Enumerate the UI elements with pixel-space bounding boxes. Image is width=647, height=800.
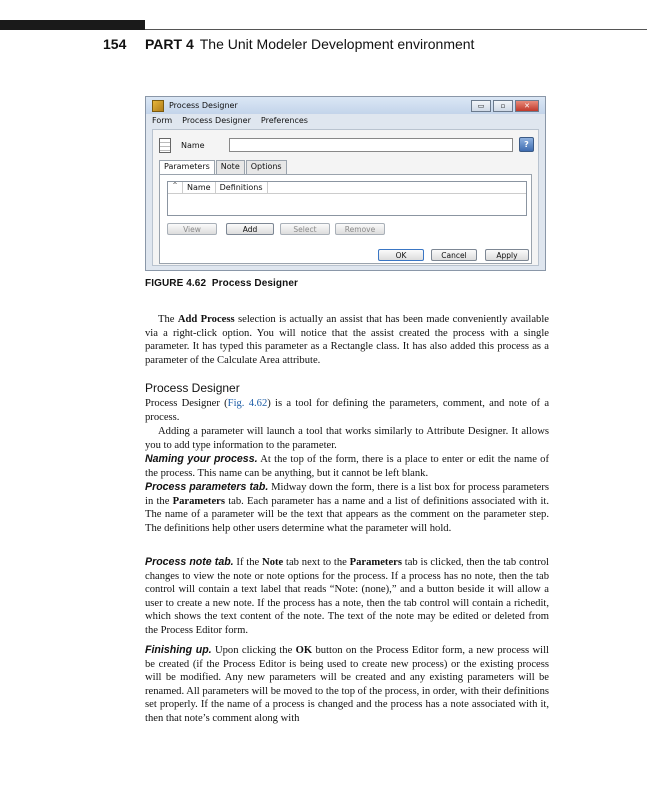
p2-text-a: Process Designer ( bbox=[145, 398, 228, 409]
p7-bold: OK bbox=[295, 645, 313, 656]
p5-bold: Parameters bbox=[172, 495, 225, 507]
app-icon bbox=[152, 100, 164, 112]
minimize-icon[interactable]: ▭ bbox=[471, 100, 491, 112]
p6-text-b: tab next to the bbox=[283, 557, 350, 568]
runin-parameters: Process parameters tab. bbox=[145, 481, 269, 493]
parameters-list[interactable] bbox=[167, 181, 527, 216]
menu-form[interactable]: Form bbox=[152, 116, 173, 125]
part-title: The Unit Modeler Development environment bbox=[199, 36, 475, 52]
p6-bold-b: Parameters bbox=[349, 557, 402, 568]
runin-note: Process note tab. bbox=[145, 556, 234, 568]
name-label: Name bbox=[181, 141, 205, 150]
figure-label: FIGURE 4.62 bbox=[145, 278, 207, 289]
p2-text-b: ) is a tool for defining the parameters, comment, and note of a process. bbox=[145, 398, 550, 423]
header-rule-dark bbox=[0, 20, 145, 30]
runin-naming: Naming your process. bbox=[145, 453, 258, 465]
p5-text-b: tab. Each parameter has a name and a list of definitions associated with it. The name of a parameter will be the text that appears as the comment on the parameter step. The definitions help other users determine what the parameter will hold. bbox=[145, 495, 549, 534]
select-button[interactable]: Select bbox=[280, 223, 330, 235]
paragraph-parameters-tab bbox=[145, 481, 549, 535]
close-icon[interactable]: ✕ bbox=[515, 100, 539, 112]
p1-bold: Add Process bbox=[177, 314, 235, 325]
view-button[interactable]: View bbox=[167, 223, 217, 235]
parameters-panel bbox=[159, 174, 532, 264]
menu-preferences[interactable]: Preferences bbox=[260, 116, 308, 125]
paragraph-intro bbox=[145, 397, 549, 424]
paragraph-naming bbox=[145, 453, 549, 480]
process-designer-window bbox=[145, 96, 546, 271]
p6-text-c: tab is clicked, then the tab control changes to view the note or note options for the process. If a process has no note, then the tab control will contain a text label that reads “Note: (none),” and a button beside it will allow a user to create a new note. If the process has a note, then the tab control will contain a richedit, which shows the text content of the note. The text of the note may be edited or deleted from the Process Editor form. bbox=[145, 557, 549, 636]
p5-text-a: Midway down the form, there is a list box for process parameters in the bbox=[145, 482, 549, 507]
page-number: 154 bbox=[103, 36, 127, 52]
list-header bbox=[168, 182, 526, 194]
runin-finishing: Finishing up. bbox=[145, 644, 212, 656]
p4-text: At the top of the form, there is a place to enter or edit the name of the process. This name can be anything, but it cannot be left blank. bbox=[145, 454, 550, 479]
tab-options[interactable]: Options bbox=[246, 160, 287, 174]
column-name[interactable]: Name bbox=[183, 182, 216, 193]
p7-text-a: Upon clicking the bbox=[211, 645, 296, 656]
menu-process-designer[interactable]: Process Designer bbox=[182, 116, 251, 125]
menu-bar bbox=[152, 116, 308, 125]
apply-button[interactable]: Apply bbox=[485, 249, 529, 261]
p1-text-a: The bbox=[158, 314, 178, 325]
figure-title: Process Designer bbox=[211, 278, 298, 289]
paragraph-adding-parameter: Adding a parameter will launch a tool that works similarly to Attribute Designer. It allows you to add type information to the parameter. bbox=[145, 426, 549, 451]
running-head bbox=[145, 36, 474, 52]
tab-parameters[interactable]: Parameters bbox=[159, 160, 215, 175]
p6-bold-a: Note bbox=[262, 557, 284, 568]
add-button[interactable]: Add bbox=[226, 223, 274, 235]
window-title: Process Designer bbox=[169, 101, 238, 110]
header-rule-line bbox=[145, 29, 647, 30]
p6-text-a: If the bbox=[233, 557, 263, 568]
figure-caption bbox=[145, 278, 298, 289]
paragraph-add-process bbox=[145, 313, 549, 367]
part-label: PART 4 bbox=[145, 36, 194, 52]
remove-button[interactable]: Remove bbox=[335, 223, 385, 235]
cancel-button[interactable]: Cancel bbox=[431, 249, 477, 261]
help-icon[interactable]: ? bbox=[519, 137, 534, 152]
name-row bbox=[159, 138, 205, 153]
ok-button[interactable]: OK bbox=[378, 249, 424, 261]
p7-text-b: button on the Process Editor form, a new process will be created (if the Process Editor is being used to create new process) or the existing process will be modified. Any new parameters will be created and any existing parameters will be renamed. All parameters will be moved to the top of the process, in order, with their definitions set properly. If the name of a process is changed and the process has a note associated with it, then that note’s comment along with bbox=[145, 645, 549, 724]
window-controls bbox=[471, 100, 539, 112]
table-icon bbox=[159, 138, 171, 153]
p1-text-b: selection is actually an assist that has been made conveniently available via a right-click option. You will notice that the assist created the process with a single parameter. It has typed this parameter as a Rectangle class. It has also added this process as a parameter of the Calculate Area attribute. bbox=[145, 314, 549, 366]
figure-link[interactable]: Fig. 4.62 bbox=[227, 398, 268, 409]
paragraph-note-tab bbox=[145, 556, 549, 638]
name-input[interactable] bbox=[229, 138, 513, 152]
sort-icon: ^ bbox=[168, 182, 183, 193]
form-client-area bbox=[152, 129, 539, 266]
tab-note[interactable]: Note bbox=[216, 160, 245, 174]
column-definitions[interactable]: Definitions bbox=[216, 182, 268, 193]
tab-strip bbox=[159, 160, 288, 175]
paragraph-finishing bbox=[145, 644, 549, 726]
maximize-icon[interactable]: ▫ bbox=[493, 100, 513, 112]
section-title: Process Designer bbox=[145, 381, 240, 395]
